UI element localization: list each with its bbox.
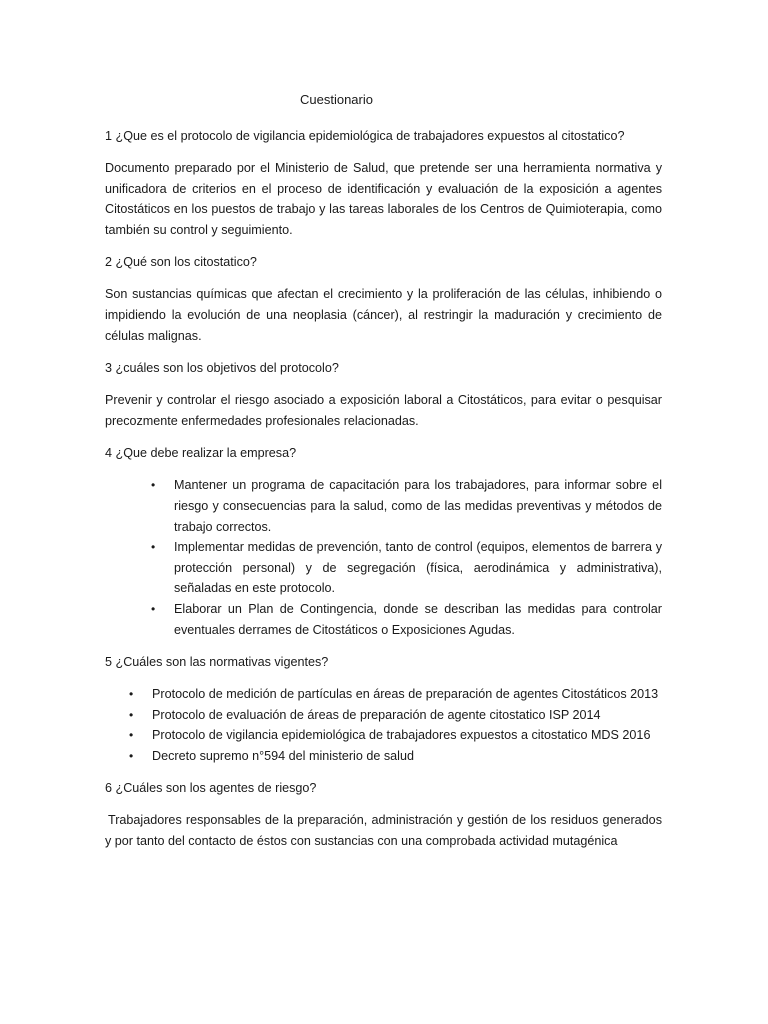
- questionnaire-body: [105, 126, 662, 864]
- list-item: [105, 725, 662, 746]
- list-item: [105, 684, 662, 705]
- answer-2: Son sustancias químicas que afectan el crecimiento y la proliferación de las células, inhibiendo o impidiendo la evolución de una neoplasia (cáncer), al restringir la maduración y crecimiento de células malignas.: [105, 287, 662, 343]
- list-item-text: Mantener un programa de capacitación para los trabajadores, para informar sobre el riesgo y consecuencias para la salud, como de las medidas preventivas y métodos de trabajo correctos.: [174, 478, 662, 534]
- company-actions-list: [105, 475, 662, 640]
- list-item-text: Implementar medidas de prevención, tanto de control (equipos, elementos de barrera y protección personal) y de segregación (física, aerodinámica y administrativa), señaladas en este protocolo.: [174, 540, 662, 596]
- answer-3: Prevenir y controlar el riesgo asociado a exposición laboral a Citostáticos, para evitar o pesquisar precozmente enfermedades profesionales relacionadas.: [105, 393, 662, 428]
- list-item: [105, 537, 662, 599]
- question-5: 5 ¿Cuáles son las normativas vigentes?: [105, 655, 329, 670]
- list-item-text: Decreto supremo n°594 del ministerio de salud: [152, 748, 414, 763]
- bullet-icon: •: [129, 687, 134, 702]
- list-item-text: Elaborar un Plan de Contingencia, donde se describan las medidas para controlar eventuales derrames de Citostáticos o Exposiciones Agudas.: [174, 601, 662, 637]
- list-item: [105, 746, 662, 767]
- list-item: [105, 705, 662, 726]
- list-item-text: Protocolo de medición de partículas en áreas de preparación de agentes Citostáticos 2013: [152, 687, 659, 702]
- regulations-list: [105, 684, 662, 766]
- question-4: 4 ¿Que debe realizar la empresa?: [105, 446, 297, 461]
- bullet-icon: •: [151, 478, 156, 493]
- question-3: 3 ¿cuáles son los objetivos del protocolo?: [105, 361, 339, 376]
- question-6: 6 ¿Cuáles son los agentes de riesgo?: [105, 781, 317, 796]
- list-item-text: Protocolo de vigilancia epidemiológica de trabajadores expuestos a citostatico MDS 2016: [152, 728, 651, 743]
- list-item: [105, 599, 662, 640]
- list-item-text: Protocolo de evaluación de áreas de preparación de agente citostatico ISP 2014: [152, 707, 601, 722]
- answer-1: Documento preparado por el Ministerio de Salud, que pretende ser una herramienta normativa y unificadora de criterios en el proceso de identificación y evaluación de la exposición a agentes Citostáticos en los puestos de trabajo y las tareas laborales de los Centros de Quimioterapia, como también su control y seguimiento.: [105, 161, 662, 237]
- list-item: [105, 475, 662, 537]
- bullet-icon: •: [129, 707, 134, 722]
- bullet-icon: •: [151, 601, 156, 616]
- bullet-icon: •: [129, 748, 134, 763]
- bullet-icon: •: [129, 728, 134, 743]
- question-1: 1 ¿Que es el protocolo de vigilancia epidemiológica de trabajadores expuestos al citostatico?: [105, 129, 625, 143]
- page-title: Cuestionario: [300, 92, 373, 107]
- question-2: 2 ¿Qué son los citostatico?: [105, 255, 257, 270]
- bullet-icon: •: [151, 540, 156, 555]
- answer-6: Trabajadores responsables de la preparación, administración y gestión de los residuos generados y por tanto del contacto de éstos con sustancias con una comprobada actividad mutagénica: [105, 813, 662, 849]
